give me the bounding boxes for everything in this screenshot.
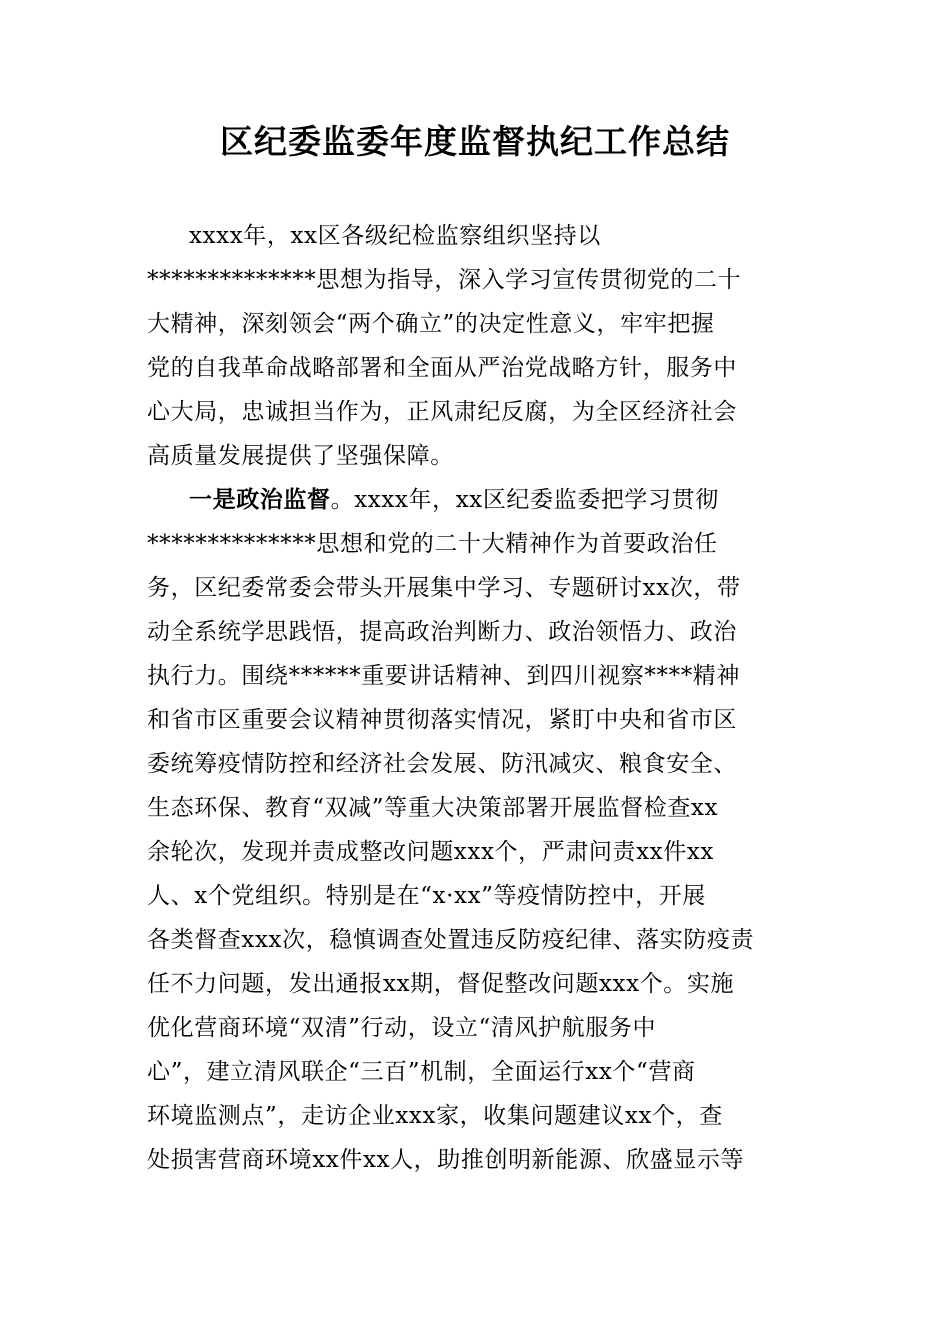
paragraph-line: 心大局，忠诚担当作为，正风肃纪反腐，为全区经济社会 [147,399,737,425]
paragraph-line: 余轮次，发现并责成整改问题xxx个，严肃问责xx件xx [147,839,714,865]
paragraph-line: 执行力。围绕******重要讲话精神、到四川视察****精神 [147,663,740,689]
paragraph-line: 委统筹疫情防控和经济社会发展、防汛减灾、粮食安全、 [147,751,737,777]
paragraph-line: 人、x个党组织。特别是在“x·xx”等疫情防控中，开展 [147,883,706,909]
paragraph-line: 任不力问题，发出通报xx期，督促整改问题xxx个。实施 [147,971,735,997]
paragraph-line: **************思想和党的二十大精神作为首要政治任 [147,531,718,557]
paragraph-line: 心”，建立清风联企“三百”机制，全面运行xx个“营商 [147,1059,696,1085]
paragraph-line: **************思想为指导，深入学习宣传贯彻党的二十 [147,267,742,293]
paragraph-line: 各类督查xxx次，稳慎调查处置违反防疫纪律、落实防疫责 [147,927,755,953]
paragraph-line: 环境监测点”，走访企业xxx家，收集问题建议xx个，查 [147,1103,723,1129]
paragraph-line: 动全系统学思践悟，提高政治判断力、政治领悟力、政治 [147,619,737,645]
paragraph-line: 大精神，深刻领会“两个确立”的决定性意义，牢牢把握 [147,311,715,337]
paragraph-line-rest: 。xxxx年，xx区纪委监委把学习贯彻 [330,487,719,513]
paragraph-line: 务，区纪委常委会带头开展集中学习、专题研讨xx次，带 [147,575,741,601]
paragraph-first-line [189,478,807,522]
paragraph-line: xxxx年，xx区各级纪检监察组织坚持以 [189,223,601,249]
section-lead-heading: 一是政治监督 [189,487,331,513]
paragraph-line: 和省市区重要会议精神贯彻落实情况，紧盯中央和省市区 [147,707,737,733]
paragraph-line: 处损害营商环境xx件xx人，助推创明新能源、欣盛显示等 [147,1147,745,1173]
paragraph-line: 优化营商环境“双清”行动，设立“清风护航服务中 [147,1015,657,1041]
paragraph-line: 党的自我革命战略部署和全面从严治党战略方针，服务中 [147,355,737,381]
document-title: 区纪委监委年度监督执纪工作总结 [220,122,730,161]
paragraph-line: 生态环保、教育“双减”等重大决策部署开展监督检查xx [147,795,719,821]
paragraph-line: 高质量发展提供了坚强保障。 [147,443,454,469]
